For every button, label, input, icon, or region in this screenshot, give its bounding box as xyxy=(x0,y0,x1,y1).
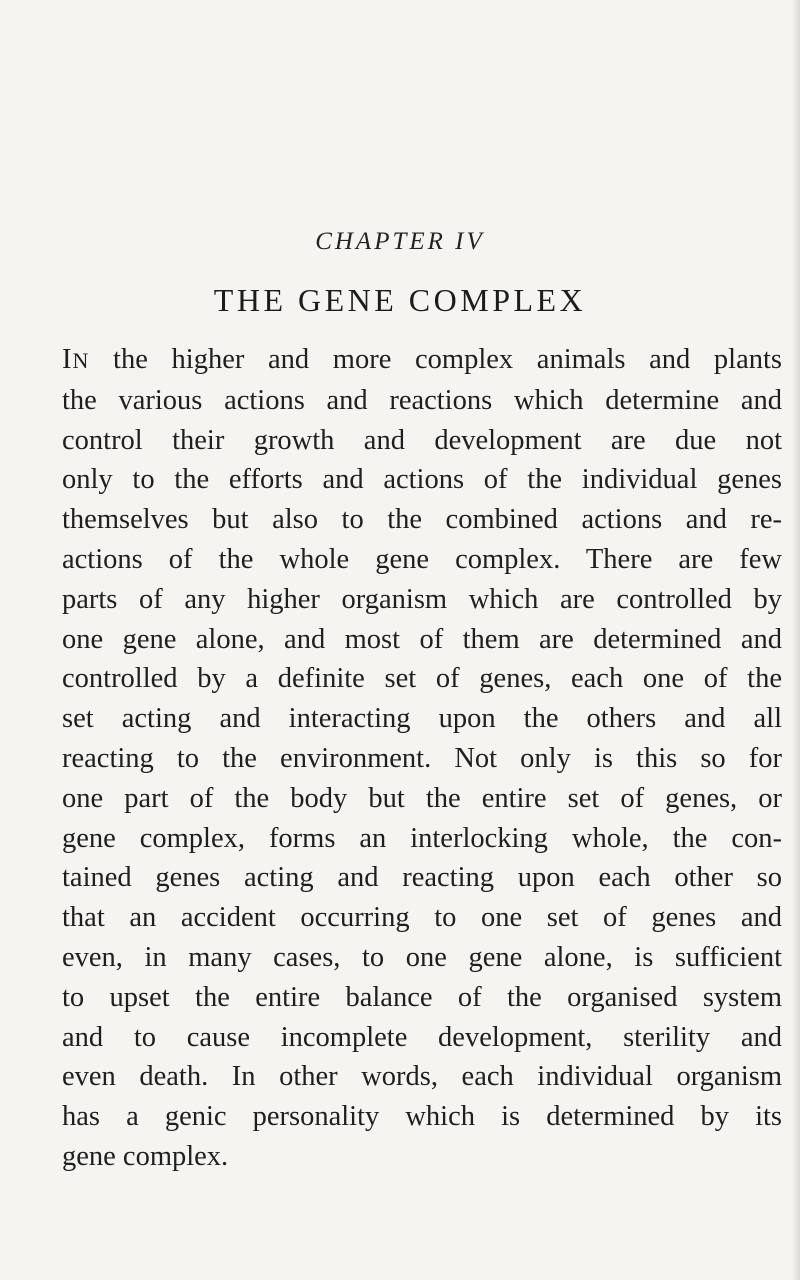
chapter-label: CHAPTER IV xyxy=(315,228,485,255)
paragraph-line: even death. In other words, each individual organism xyxy=(62,1061,782,1093)
paragraph-line: parts of any higher organism which are controlled by xyxy=(62,583,782,615)
opening-small-caps: N xyxy=(72,348,90,373)
paragraph-line: gene complex. xyxy=(62,1140,229,1172)
paragraph-line: one part of the body but the entire set of genes, or xyxy=(62,782,782,814)
paragraph-line: themselves but also to the combined actions and re- xyxy=(62,504,782,536)
paragraph-line xyxy=(62,340,782,381)
paragraph-line: that an accident occurring to one set of genes and xyxy=(62,902,782,934)
paragraph-line: the various actions and reactions which determine and xyxy=(62,384,782,416)
paragraph-line: one gene alone, and most of them are determined and xyxy=(62,623,782,655)
chapter-paragraph xyxy=(62,340,782,1177)
paragraph-line: tained genes acting and reacting upon each other so xyxy=(62,862,782,894)
opening-word xyxy=(62,344,89,375)
chapter-title: THE GENE COMPLEX xyxy=(213,282,587,318)
paragraph-line: reacting to the environment. Not only is this so for xyxy=(62,742,782,774)
paragraph-line: controlled by a definite set of genes, each one of the xyxy=(62,663,782,695)
paragraph-line: actions of the whole gene complex. There are few xyxy=(62,543,782,575)
opening-letter: I xyxy=(62,344,73,375)
paragraph-line: to upset the entire balance of the organised system xyxy=(62,981,782,1013)
paragraph-line: control their growth and development are due not xyxy=(62,424,782,456)
paragraph-line: only to the efforts and actions of the individual genes xyxy=(62,464,782,496)
page-edge-shadow xyxy=(792,0,800,1280)
paragraph-line-text: the higher and more complex animals and plants xyxy=(89,344,782,375)
paragraph-line: even, in many cases, to one gene alone, is sufficient xyxy=(62,941,782,973)
paragraph-line: set acting and interacting upon the others and all xyxy=(62,703,782,735)
paragraph-line: and to cause incomplete development, sterility and xyxy=(62,1021,782,1053)
paragraph-line: gene complex, forms an interlocking whole, the con- xyxy=(62,822,782,854)
paragraph-line: has a genic personality which is determined by its xyxy=(62,1101,782,1133)
